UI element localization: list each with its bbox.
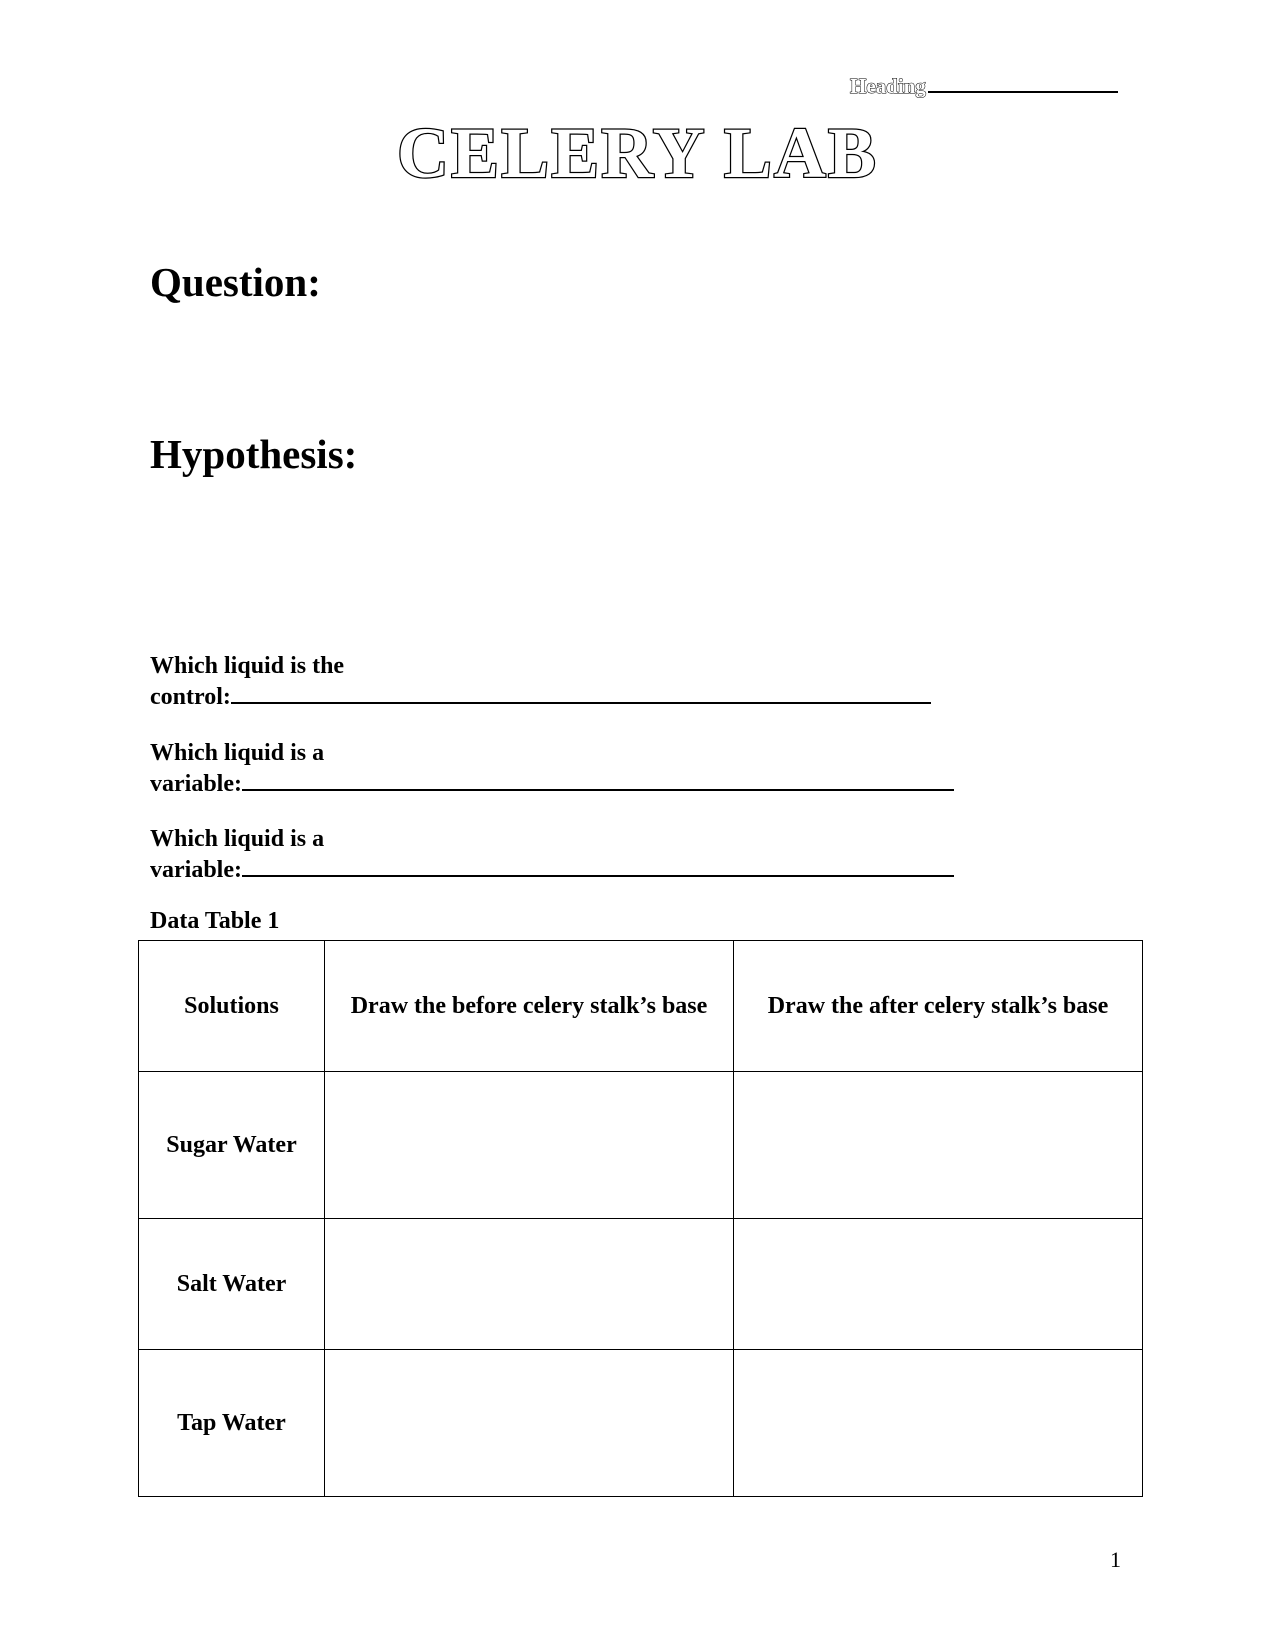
heading-label: Heading [850, 74, 926, 98]
table-row [139, 1072, 1143, 1219]
solution-cell: Tap Water [139, 1350, 325, 1497]
variable-prompt-2-line1: Which liquid is a [150, 826, 325, 852]
table-row [139, 1350, 1143, 1497]
variable-prompt-2 [150, 825, 954, 884]
variable-answer-blank-1[interactable] [242, 767, 954, 791]
control-prompt [150, 652, 931, 711]
before-drawing-cell[interactable] [325, 1350, 734, 1497]
control-prompt-line1: Which liquid is the [150, 653, 345, 679]
variable-prompt-2-line2: variable: [150, 857, 242, 883]
question-label: Question: [150, 259, 321, 305]
after-drawing-cell[interactable] [734, 1350, 1143, 1497]
heading-blank-line[interactable] [928, 91, 1118, 93]
before-drawing-cell[interactable] [325, 1072, 734, 1219]
page-number: 1 [1110, 1547, 1121, 1572]
data-table [138, 940, 1143, 1497]
table-caption: Data Table 1 [150, 908, 280, 934]
after-drawing-cell[interactable] [734, 1072, 1143, 1219]
after-drawing-cell[interactable] [734, 1219, 1143, 1350]
variable-answer-blank-2[interactable] [242, 853, 954, 877]
table-header-row [139, 941, 1143, 1072]
variable-prompt-1-line1: Which liquid is a [150, 740, 325, 766]
control-prompt-line2: control: [150, 684, 231, 710]
hypothesis-label: Hypothesis: [150, 431, 358, 477]
variable-prompt-1 [150, 739, 954, 798]
control-answer-blank[interactable] [231, 680, 931, 704]
page-title: CELERY LAB [397, 113, 878, 193]
table-row [139, 1219, 1143, 1350]
before-drawing-cell[interactable] [325, 1219, 734, 1350]
variable-prompt-1-line2: variable: [150, 771, 242, 797]
header-before: Draw the before celery stalk’s base [325, 941, 734, 1072]
header-solutions: Solutions [139, 941, 325, 1072]
heading-field [850, 74, 1118, 99]
header-after: Draw the after celery stalk’s base [734, 941, 1143, 1072]
solution-cell: Sugar Water [139, 1072, 325, 1219]
solution-cell: Salt Water [139, 1219, 325, 1350]
